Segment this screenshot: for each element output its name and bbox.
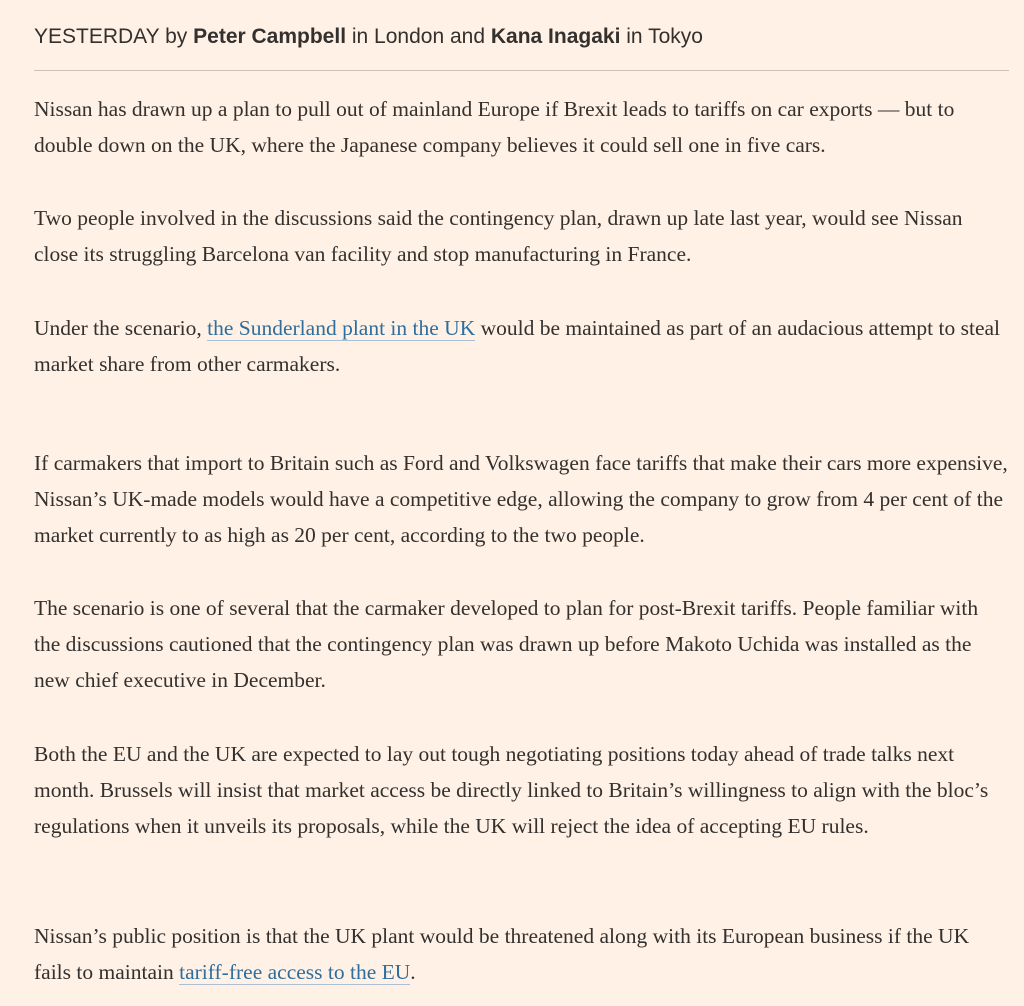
paragraph-7-text-before: Nissan’s public position is that the UK plant would be threatened along with its European business if the UK fails to maintain (34, 924, 970, 984)
byline-location-2: in Tokyo (626, 25, 703, 48)
paragraph-1: Nissan has drawn up a plan to pull out of mainland Europe if Brexit leads to tariffs on car exports — but to double down on the UK, where the Japanese company believes it could sell one in five cars. (34, 97, 955, 157)
paragraph-3 (34, 310, 1009, 382)
byline (34, 22, 1009, 52)
paragraph-2: Two people involved in the discussions said the contingency plan, drawn up late last year, would see Nissan close its struggling Barcelona van facility and stop manufacturing in France. (34, 206, 963, 266)
tariff-free-access-link[interactable]: tariff-free access to the EU (179, 960, 411, 984)
sunderland-plant-link[interactable]: the Sunderland plant in the UK (207, 316, 476, 340)
byline-divider (34, 70, 1009, 71)
byline-location-1: in London and (351, 25, 486, 48)
byline-author-1[interactable]: Peter Campbell (193, 25, 347, 48)
paragraph-7 (34, 918, 1009, 990)
paragraph-3-text-before: Under the scenario, (34, 316, 208, 340)
paragraph-5: The scenario is one of several that the carmaker developed to plan for post-Brexit tariffs. People familiar with the discussions cautioned that the contingency plan was drawn up before Makoto Uchida was installed as the new chief executive in December. (34, 596, 979, 692)
byline-author-2[interactable]: Kana Inagaki (490, 25, 621, 48)
byline-time: YESTERDAY (34, 25, 160, 48)
byline-by: by (165, 25, 188, 48)
paragraph-7-text-after: . (410, 960, 416, 984)
paragraph-4: If carmakers that import to Britain such as Ford and Volkswagen face tariffs that make their cars more expensive, Nissan’s UK-made models would have a competitive edge, allowing the company to grow from 4 per cent of the market currently to as high as 20 per cent, according to the two people. (34, 451, 1008, 547)
paragraph-3-text-after: would be maintained as part of an audacious attempt to steal market share from other carmakers. (34, 316, 1001, 376)
paragraph-6: Both the EU and the UK are expected to lay out tough negotiating positions today ahead of trade talks next month. Brussels will insist that market access be directly linked to Britain’s willingness to align with the bloc’s regulations when it unveils its proposals, while the UK will reject the idea of accepting EU rules. (34, 742, 989, 838)
